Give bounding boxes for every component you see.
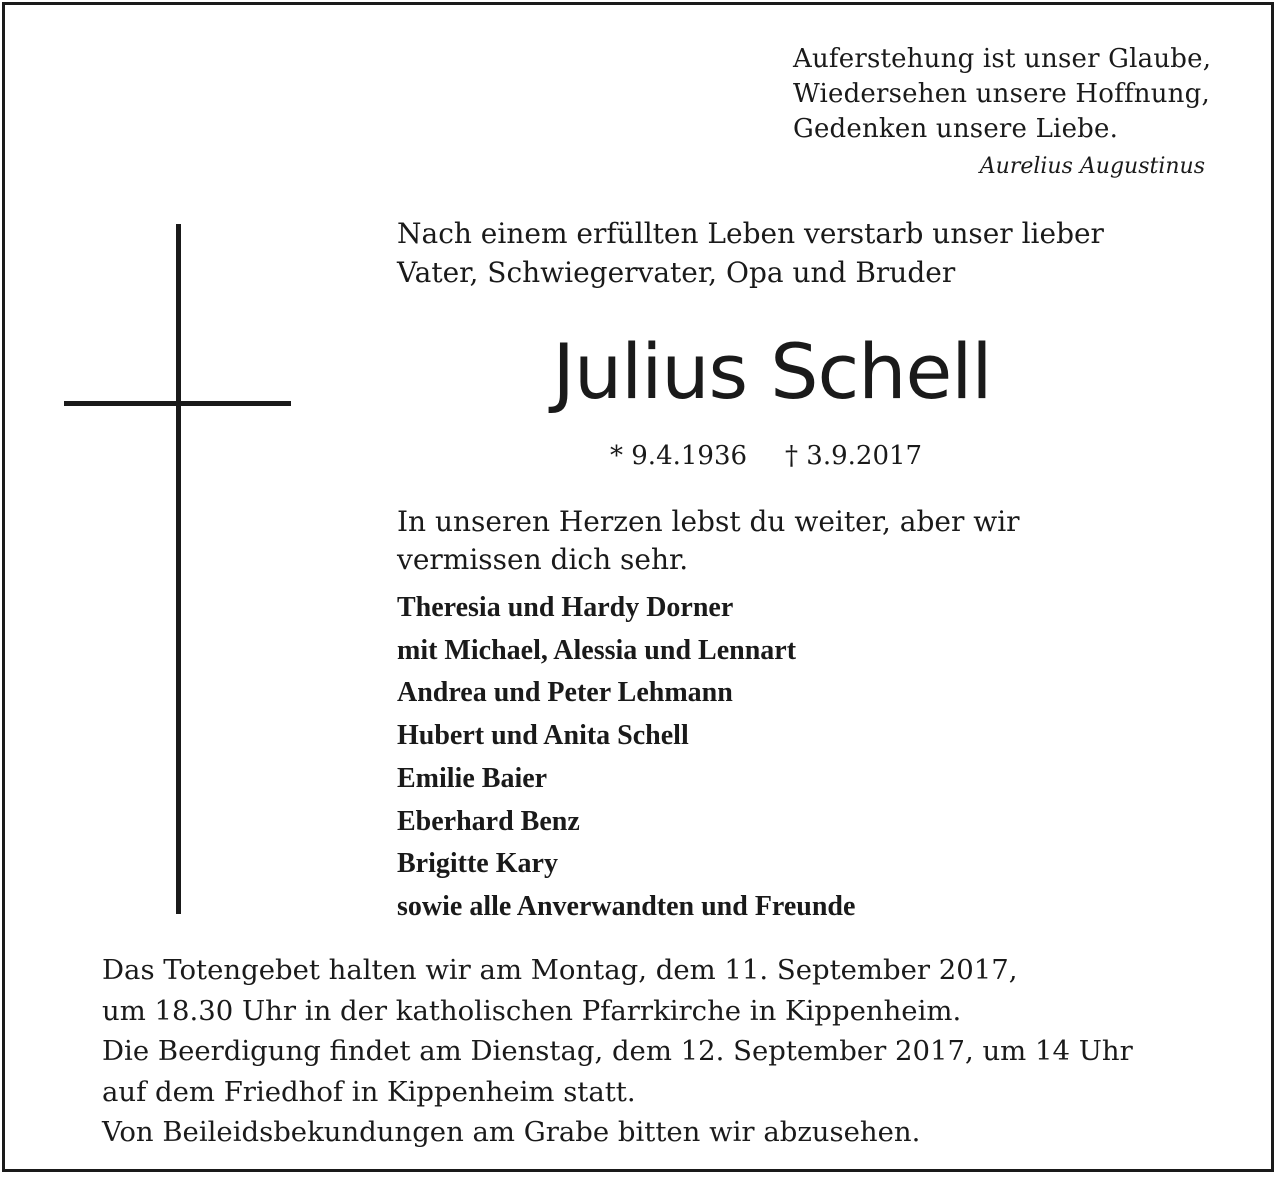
- quote-line: Auferstehung ist unser Glaube,: [793, 44, 1212, 74]
- mourner-entry: Brigitte Kary: [397, 848, 558, 880]
- life-dates: [610, 438, 922, 474]
- funeral-notice: [102, 950, 1133, 1153]
- death-date: † 3.9.2017: [785, 441, 923, 471]
- comfort-line: vermissen dich sehr.: [397, 543, 689, 576]
- mourner-entry: Emilie Baier: [397, 762, 548, 794]
- intro-text: [397, 214, 1104, 292]
- notice-line: auf dem Friedhof in Kippenheim statt.: [102, 1075, 636, 1108]
- notice-line: um 18.30 Uhr in der katholischen Pfarrkirche in Kippenheim.: [102, 994, 962, 1027]
- notice-line: Das Totengebet halten wir am Montag, dem 11. September 2017,: [102, 954, 1018, 986]
- deceased-name: Julius Schell: [552, 327, 992, 416]
- quote-line: Gedenken unsere Liebe.: [793, 114, 1119, 144]
- notice-line: Die Beerdigung findet am Dienstag, dem 12. September 2017, um 14 Uhr: [102, 1035, 1133, 1067]
- mourner-entry: sowie alle Anverwandten und Freunde: [397, 890, 856, 922]
- cross-icon-horizontal-bar: [64, 401, 291, 406]
- birth-date: * 9.4.1936: [610, 441, 748, 471]
- mourner-entry: Andrea und Peter Lehmann: [397, 677, 733, 709]
- mourners-list: [397, 587, 855, 929]
- quote-line: Wiedersehen unsere Hoffnung,: [793, 79, 1210, 109]
- quote-author: Aurelius Augustinus: [979, 154, 1205, 179]
- intro-line: Nach einem erfüllten Leben verstarb unser lieber: [397, 217, 1104, 250]
- notice-line: Von Beileidsbekundungen am Grabe bitten wir abzusehen.: [102, 1116, 921, 1148]
- mourner-entry: Eberhard Benz: [397, 805, 580, 837]
- mourner-entry: mit Michael, Alessia und Lennart: [397, 634, 797, 666]
- mourner-entry: Hubert und Anita Schell: [397, 720, 689, 752]
- mourner-entry: Theresia und Hardy Dorner: [397, 592, 734, 623]
- comfort-line: In unseren Herzen lebst du weiter, aber wir: [397, 505, 1020, 538]
- quote-block: [793, 42, 1233, 147]
- cross-icon-vertical-bar: [176, 224, 181, 914]
- comfort-text: [397, 503, 1020, 579]
- intro-line: Vater, Schwiegervater, Opa und Bruder: [397, 256, 956, 289]
